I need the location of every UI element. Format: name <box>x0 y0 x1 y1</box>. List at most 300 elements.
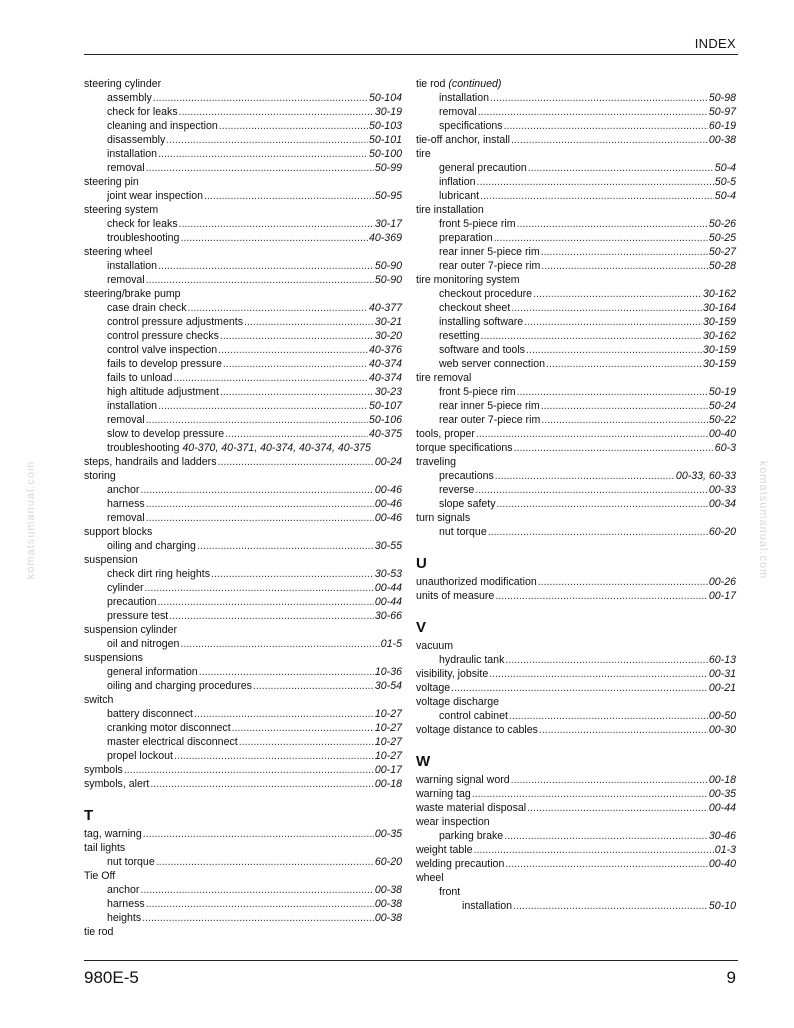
index-entry <box>84 623 402 637</box>
index-entry <box>416 511 736 525</box>
entry-label <box>107 315 243 329</box>
dot-leader <box>220 385 374 399</box>
dot-leader <box>157 595 373 609</box>
entry-label <box>84 623 177 637</box>
dot-leader <box>180 231 368 245</box>
entry-label <box>107 637 179 651</box>
entry-label <box>416 511 470 525</box>
page-reference: 30-55 <box>374 540 402 552</box>
index-entry <box>416 667 736 681</box>
page-reference: 00-26 <box>708 576 736 588</box>
dot-leader <box>174 749 374 763</box>
page-reference: 50-24 <box>708 400 736 412</box>
index-entry <box>84 841 402 855</box>
dot-leader <box>495 589 708 603</box>
entry-text: voltage discharge <box>416 696 500 708</box>
entry-label <box>107 105 178 119</box>
dot-leader <box>140 883 373 897</box>
page-reference: 30-23 <box>374 386 402 398</box>
dot-leader <box>197 539 374 553</box>
index-subentry <box>84 749 402 763</box>
index-subentry <box>84 427 402 441</box>
entry-label <box>84 525 152 539</box>
dot-leader <box>146 511 374 525</box>
page-reference: 50-101 <box>369 134 402 146</box>
index-subentry <box>416 413 736 427</box>
index-entry <box>416 203 736 217</box>
entry-label <box>416 371 471 385</box>
page-reference: 40-376 <box>369 344 402 356</box>
entry-text: torque specifications <box>416 442 513 454</box>
entry-text: steps, handrails and ladders <box>84 456 217 468</box>
dot-leader <box>541 259 708 273</box>
entry-text: troubleshooting <box>107 442 180 454</box>
dot-leader <box>533 287 702 301</box>
entry-text: symbols <box>84 764 123 776</box>
entry-label <box>416 681 450 695</box>
entry-label <box>107 161 145 175</box>
page-reference: 30-159 <box>703 316 736 328</box>
index-subentry <box>84 911 402 925</box>
page-reference: 40-374 <box>369 372 402 384</box>
index-subentry <box>416 385 736 399</box>
index-subentry <box>416 343 736 357</box>
entry-text: removal <box>439 106 477 118</box>
index-entry <box>84 827 402 841</box>
entry-label <box>416 273 520 287</box>
entry-text: fails to unload <box>107 372 173 384</box>
entry-text: oiling and charging <box>107 540 196 552</box>
entry-text: warning tag <box>416 788 471 800</box>
entry-text: hydraulic tank <box>439 654 505 666</box>
dot-leader <box>153 91 368 105</box>
entry-label <box>439 287 532 301</box>
dot-leader <box>219 119 368 133</box>
entry-label <box>107 721 231 735</box>
footer-model-number: 980E-5 <box>84 968 139 987</box>
entry-label <box>84 827 142 841</box>
entry-text: removal <box>107 414 145 426</box>
entry-text: slope safety <box>439 498 496 510</box>
entry-text: master electrical disconnect <box>107 736 238 748</box>
index-subentry <box>84 119 402 133</box>
entry-label <box>416 815 490 829</box>
entry-label <box>439 469 494 483</box>
entry-label <box>439 357 545 371</box>
page-reference: 00-18 <box>374 778 402 790</box>
entry-label <box>84 245 152 259</box>
dot-leader <box>546 357 702 371</box>
entry-label <box>416 77 501 91</box>
entry-text: tire removal <box>416 372 472 384</box>
entry-text: weight table <box>416 844 473 856</box>
entry-label <box>84 841 125 855</box>
index-subentry <box>84 735 402 749</box>
entry-text: check dirt ring heights <box>107 568 211 580</box>
page-reference: 10-27 <box>374 750 402 762</box>
entry-label <box>416 871 444 885</box>
page-reference: 50-19 <box>708 386 736 398</box>
page-reference: 00-44 <box>374 582 402 594</box>
index-subentry <box>84 357 402 371</box>
index-entry <box>416 441 736 455</box>
page-reference: 00-21 <box>708 682 736 694</box>
entry-text: checkout sheet <box>439 302 511 314</box>
index-subentry <box>84 273 402 287</box>
entry-label <box>107 897 145 911</box>
index-entry <box>84 777 402 791</box>
dot-leader <box>541 413 708 427</box>
index-subentry <box>84 413 402 427</box>
index-subentry <box>84 883 402 897</box>
entry-label <box>84 869 115 883</box>
index-entry <box>416 787 736 801</box>
index-subentry <box>416 399 736 413</box>
page-reference: 60-13 <box>708 654 736 666</box>
page-reference: 30-19 <box>374 106 402 118</box>
entry-text: oiling and charging procedures <box>107 680 252 692</box>
page-reference: 50-99 <box>374 162 402 174</box>
index-entry <box>416 639 736 653</box>
dot-leader <box>476 427 708 441</box>
entry-label <box>107 497 145 511</box>
entry-label <box>107 259 157 273</box>
dot-leader <box>524 315 702 329</box>
index-subentry <box>84 371 402 385</box>
entry-text: unauthorized modification <box>416 576 537 588</box>
page-reference: 00-33, 60-33 <box>675 470 736 482</box>
entry-label <box>107 343 217 357</box>
page-reference: 50-106 <box>369 414 402 426</box>
page-reference: 30-53 <box>374 568 402 580</box>
dot-leader <box>472 787 708 801</box>
entry-label <box>107 133 165 147</box>
dot-leader <box>511 301 702 315</box>
page-reference: 50-26 <box>708 218 736 230</box>
page-reference: 50-22 <box>708 414 736 426</box>
entry-label <box>107 883 139 897</box>
index-subentry <box>416 175 736 189</box>
dot-leader <box>481 329 702 343</box>
index-subentry <box>416 217 736 231</box>
page-reference: 50-27 <box>708 246 736 258</box>
section-letter: W <box>416 753 431 770</box>
page-reference: 01-5 <box>380 638 402 650</box>
page-reference: 30-162 <box>703 330 736 342</box>
entry-label <box>416 427 475 441</box>
entry-label <box>439 175 476 189</box>
index-subentry <box>84 91 402 105</box>
entry-text: rear outer 7-piece rim <box>439 260 541 272</box>
entry-text: steering wheel <box>84 246 153 258</box>
entry-text: steering cylinder <box>84 78 162 90</box>
dot-leader <box>513 899 708 913</box>
entry-text: harness <box>107 498 145 510</box>
entry-text: control pressure checks <box>107 330 219 342</box>
entry-label <box>416 723 538 737</box>
entry-text: specifications <box>439 120 503 132</box>
dot-leader <box>253 679 374 693</box>
entry-text: slow to develop pressure <box>107 428 225 440</box>
index-subentry <box>416 119 736 133</box>
page-reference: 00-44 <box>374 596 402 608</box>
entry-text: voltage distance to cables <box>416 724 538 736</box>
index-subentry <box>416 899 736 913</box>
page-header-title: INDEX <box>694 36 736 51</box>
entry-label <box>416 455 456 469</box>
entry-label <box>107 273 145 287</box>
index-subentry <box>416 259 736 273</box>
page-reference: 00-34 <box>708 498 736 510</box>
page-reference: 00-18 <box>708 774 736 786</box>
index-subentry <box>416 525 736 539</box>
dot-leader <box>204 189 374 203</box>
entry-text: tag, warning <box>84 828 142 840</box>
entry-text: tire installation <box>416 204 484 216</box>
page-reference: 50-4 <box>714 190 736 202</box>
entry-text: front 5-piece rim <box>439 218 516 230</box>
dot-leader <box>504 119 708 133</box>
entry-label <box>84 455 217 469</box>
entry-text: check for leaks <box>107 218 178 230</box>
entry-text: voltage <box>416 682 451 694</box>
page-reference: 60-19 <box>708 120 736 132</box>
index-subentry <box>84 231 402 245</box>
entry-label <box>416 203 484 217</box>
dot-leader <box>146 161 374 175</box>
entry-label <box>84 763 123 777</box>
entry-text: installation <box>107 148 158 160</box>
dot-leader <box>124 763 374 777</box>
index-entry <box>416 427 736 441</box>
dot-leader <box>158 399 368 413</box>
entry-label <box>107 707 193 721</box>
index-entry <box>416 133 736 147</box>
dot-leader <box>541 245 708 259</box>
dot-leader <box>179 105 374 119</box>
entry-page-refs: 40-370, 40-371, 40-374, 40-374, 40-375 <box>182 442 371 454</box>
page-reference: 30-159 <box>703 358 736 370</box>
dot-leader <box>188 301 369 315</box>
index-entry <box>416 455 736 469</box>
entry-label <box>84 777 149 791</box>
entry-label <box>107 855 155 869</box>
dot-leader <box>150 777 374 791</box>
entry-text: preparation <box>439 232 493 244</box>
page-reference: 00-30 <box>708 724 736 736</box>
page-reference: 60-20 <box>374 856 402 868</box>
index-subentry <box>84 217 402 231</box>
dot-leader <box>474 843 714 857</box>
entry-label <box>439 497 496 511</box>
dot-leader <box>143 827 374 841</box>
dot-leader <box>239 735 374 749</box>
entry-text: checkout procedure <box>439 288 533 300</box>
dot-leader <box>495 469 675 483</box>
entry-label <box>84 77 161 91</box>
index-subentry <box>84 665 402 679</box>
entry-label <box>439 399 540 413</box>
dot-leader <box>505 857 708 871</box>
entry-text: tail lights <box>84 842 126 854</box>
entry-text: removal <box>107 274 145 286</box>
index-subentry <box>416 885 736 899</box>
entry-text: front <box>439 886 461 898</box>
entry-text: assembly <box>107 92 152 104</box>
page-reference: 00-46 <box>374 512 402 524</box>
index-entry <box>84 869 402 883</box>
dot-leader <box>146 897 374 911</box>
page-reference: 50-25 <box>708 232 736 244</box>
entry-label <box>416 147 431 161</box>
dot-leader <box>146 497 374 511</box>
index-column-right <box>416 77 736 913</box>
entry-text: control valve inspection <box>107 344 218 356</box>
page-reference: 30-17 <box>374 218 402 230</box>
entry-text: rear outer 7-piece rim <box>439 414 541 426</box>
entry-label <box>107 539 196 553</box>
index-subentry <box>84 399 402 413</box>
page-reference: 00-17 <box>374 764 402 776</box>
index-subentry <box>416 653 736 667</box>
dot-leader <box>173 371 368 385</box>
index-subentry <box>84 385 402 399</box>
entry-label <box>439 385 516 399</box>
dot-leader <box>475 483 708 497</box>
page-reference: 60-3 <box>714 442 736 454</box>
index-entry <box>416 871 736 885</box>
index-entry <box>84 203 402 217</box>
entry-text: reverse <box>439 484 475 496</box>
entry-label <box>462 899 512 913</box>
entry-label <box>107 595 156 609</box>
index-subentry <box>84 189 402 203</box>
entry-text: anchor <box>107 484 140 496</box>
entry-label <box>439 231 493 245</box>
dot-leader <box>145 581 374 595</box>
index-subentry <box>84 897 402 911</box>
entry-text: wear inspection <box>416 816 490 828</box>
dot-leader <box>514 441 714 455</box>
index-subentry <box>84 301 402 315</box>
index-subentry <box>416 483 736 497</box>
entry-label <box>439 329 480 343</box>
entry-label <box>107 147 157 161</box>
entry-text: removal <box>107 162 145 174</box>
dot-leader <box>244 315 374 329</box>
entry-text: nut torque <box>439 526 487 538</box>
index-subentry <box>84 721 402 735</box>
page-reference: 00-38 <box>374 884 402 896</box>
index-subentry <box>84 147 402 161</box>
page-reference: 50-103 <box>369 120 402 132</box>
entry-label <box>439 653 504 667</box>
page-reference: 00-44 <box>708 802 736 814</box>
entry-text: control cabinet <box>439 710 508 722</box>
entry-text: suspension <box>84 554 138 566</box>
entry-label <box>416 575 537 589</box>
entry-text: case drain check <box>107 302 187 314</box>
index-entry <box>416 857 736 871</box>
page-reference: 30-20 <box>374 330 402 342</box>
entry-label <box>84 651 143 665</box>
index-subentry <box>416 329 736 343</box>
dot-leader <box>494 231 708 245</box>
entry-text: installation <box>439 92 490 104</box>
dot-leader <box>490 91 708 105</box>
entry-label <box>107 231 179 245</box>
page-reference: 10-27 <box>374 708 402 720</box>
index-column-left <box>84 77 402 939</box>
index-entry <box>416 801 736 815</box>
index-subentry <box>416 91 736 105</box>
dot-leader <box>146 413 368 427</box>
index-subentry <box>416 315 736 329</box>
index-entry <box>84 455 402 469</box>
entry-label <box>107 665 198 679</box>
entry-text: traveling <box>416 456 457 468</box>
entry-label <box>107 427 224 441</box>
entry-text: pressure test <box>107 610 169 622</box>
page-reference: 60-20 <box>708 526 736 538</box>
entry-label <box>84 553 138 567</box>
dot-leader <box>477 175 714 189</box>
page-reference: 00-31 <box>708 668 736 680</box>
entry-label <box>107 329 219 343</box>
dot-leader <box>158 259 374 273</box>
entry-label <box>439 245 540 259</box>
entry-text: units of measure <box>416 590 495 602</box>
entry-text: cleaning and inspection <box>107 120 218 132</box>
dot-leader <box>169 609 374 623</box>
dot-leader <box>488 525 708 539</box>
page-reference: 40-369 <box>369 232 402 244</box>
entry-label <box>439 161 527 175</box>
dot-leader <box>156 855 374 869</box>
entry-label <box>439 259 540 273</box>
entry-label <box>84 469 116 483</box>
entry-label <box>84 693 113 707</box>
index-entry <box>84 287 402 301</box>
index-entry <box>84 77 402 91</box>
page-reference: 00-40 <box>708 428 736 440</box>
index-entry <box>416 273 736 287</box>
index-subentry <box>84 497 402 511</box>
dot-leader <box>232 721 374 735</box>
entry-label <box>416 773 510 787</box>
footer-page-number: 9 <box>726 968 736 987</box>
dot-leader <box>526 343 702 357</box>
entry-label <box>439 483 474 497</box>
dot-leader <box>223 357 368 371</box>
index-subentry <box>84 595 402 609</box>
index-subentry <box>416 105 736 119</box>
entry-label <box>107 735 238 749</box>
entry-text: lubricant <box>439 190 480 202</box>
index-subentry <box>84 315 402 329</box>
index-subentry <box>84 609 402 623</box>
index-subentry <box>84 259 402 273</box>
entry-label <box>416 639 453 653</box>
dot-leader <box>180 637 379 651</box>
entry-label <box>84 203 158 217</box>
index-entry <box>416 723 736 737</box>
entry-text: control pressure adjustments <box>107 316 244 328</box>
dot-leader <box>539 723 708 737</box>
entry-label <box>107 567 210 581</box>
entry-label <box>107 679 252 693</box>
watermark-right: komatsumanual.com <box>757 460 769 580</box>
